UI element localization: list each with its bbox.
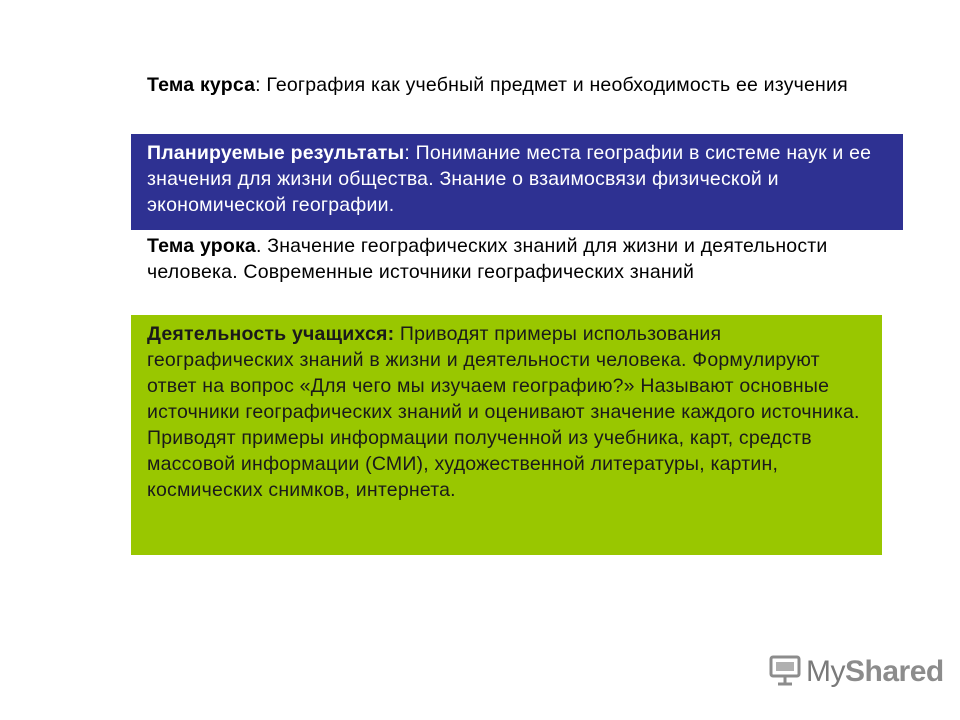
course-topic — [147, 72, 887, 98]
logo-text-my: My — [806, 655, 845, 688]
student-activity-box — [131, 315, 882, 555]
logo-text-shared: Shared — [845, 655, 944, 688]
myshared-logo — [768, 652, 944, 692]
planned-results-label: Планируемые результаты — [147, 142, 405, 164]
planned-results-box — [131, 134, 903, 230]
course-topic-text: : География как учебный предмет и необходимость ее изучения — [255, 74, 848, 96]
lesson-topic-text: . Значение географических знаний для жизни и деятельности человека. Современные источники географических знаний — [147, 235, 828, 283]
logo-text — [806, 655, 944, 689]
student-activity-text: Приводят примеры использования географических знаний в жизни и деятельности человека. Формулируют ответ на вопрос «Для чего мы изучаем географию?» Называют основные источники географических знаний и оценивают значение каждого источника. Приводят примеры информации полученной из учебника, карт, средств массовой информации (СМИ), художественной литературы, картин, космических снимков, интернета. — [147, 323, 860, 501]
planned-results-text: : Понимание места географии в системе наук и ее значения для жизни общества. Знание о взаимосвязи физической и экономической географии. — [147, 142, 872, 216]
student-activity-label: Деятельность учащихся: — [147, 323, 395, 345]
lesson-topic — [147, 233, 887, 285]
lesson-topic-label: Тема урока — [147, 235, 256, 257]
course-topic-label: Тема курса — [147, 74, 256, 96]
presentation-board-icon — [768, 653, 802, 692]
